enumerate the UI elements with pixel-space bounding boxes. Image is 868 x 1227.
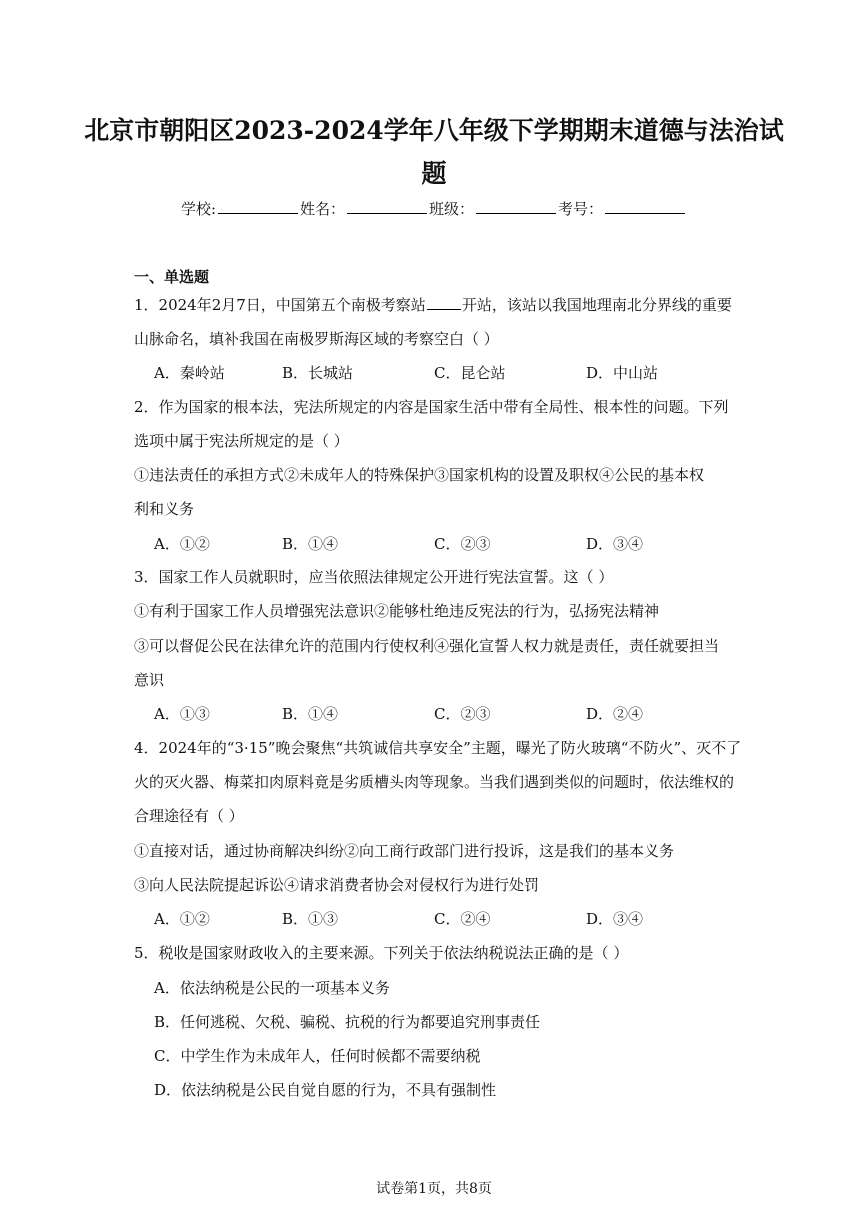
page-title-continued: 题 [421, 159, 447, 188]
question-3-line-1: 3．国家工作人员就职时，应当依照法律规定公开进行宪法宣誓。这（ ） [134, 568, 614, 586]
option-b: B．①③ [282, 910, 339, 928]
option-d: D．③④ [586, 910, 644, 928]
option-c: C．②③ [434, 535, 491, 553]
question-4-line-4: ①直接对话，通过协商解决纠纷②向工商行政部门进行投诉，这是我们的基本义务 [134, 842, 675, 860]
option-a: A．依法纳税是公民的一项基本义务 [154, 979, 390, 997]
page-footer: 试卷第1页，共8页 [376, 1181, 492, 1197]
question-2-line-2: 选项中属于宪法所规定的是（ ） [134, 432, 349, 450]
option-b: B．①④ [282, 705, 339, 723]
question-1-text-b: 开站，该站以我国地理南北分界线的重要 [461, 296, 732, 314]
option-c: C．②④ [434, 910, 491, 928]
name-blank [347, 199, 427, 214]
option-a: A．秦岭站 [154, 364, 225, 382]
option-c: C．②③ [434, 705, 491, 723]
option-b: B．任何逃税、欠税、骗税、抗税的行为都要追究刑事责任 [154, 1013, 541, 1031]
section-heading: 一、单选题 [134, 268, 210, 286]
option-d: D．②④ [586, 705, 644, 723]
option-c: C．中学生作为未成年人，任何时候都不需要纳税 [154, 1047, 481, 1065]
class-blank [476, 199, 556, 214]
question-4-line-1: 4．2024年的“3·15”晚会聚焦“共筑诚信共享安全”主题，曝光了防火玻璃“不防火”、灭不了 [134, 739, 742, 757]
option-d: D．中山站 [586, 364, 659, 382]
question-4-line-2: 火的灭火器、梅菜扣肉原料竟是劣质槽头肉等现象。当我们遇到类似的问题时，依法维权的 [134, 773, 735, 791]
question-2-line-4: 利和义务 [134, 500, 195, 518]
option-d: D．依法纳税是公民自觉自愿的行为，不具有强制性 [154, 1081, 497, 1099]
option-b: B．长城站 [282, 364, 354, 382]
question-1-line-2: 山脉命名，填补我国在南极罗斯海区域的考察空白（ ） [134, 330, 499, 348]
class-label: 班级： [429, 200, 475, 218]
question-3-line-4: 意识 [134, 671, 165, 689]
option-c: C．昆仑站 [434, 364, 506, 382]
page-title: 北京市朝阳区2023-2024学年八年级下学期期末道德与法治试 [84, 116, 784, 145]
question-1-line-1 [134, 295, 732, 315]
option-d: D．③④ [586, 535, 644, 553]
option-b: B．①④ [282, 535, 339, 553]
exam-number-blank [605, 199, 685, 214]
question-1-blank [427, 295, 461, 310]
question-4-line-3: 合理途径有（ ） [134, 807, 244, 825]
question-5-line-1: 5．税收是国家财政收入的主要来源。下列关于依法纳税说法正确的是（ ） [134, 944, 629, 962]
student-info-row [0, 199, 868, 219]
exam-number-label: 考号： [558, 200, 604, 218]
option-a: A．①② [154, 535, 210, 553]
school-label: 学校: [180, 200, 216, 218]
option-a: A．①② [154, 910, 210, 928]
school-blank [218, 199, 298, 214]
question-2-line-3: ①违法责任的承担方式②未成年人的特殊保护③国家机构的设置及职权④公民的基本权 [134, 466, 705, 484]
question-1-text-a: 1．2024年2月7日，中国第五个南极考察站 [134, 296, 426, 314]
question-4-line-5: ③向人民法院提起诉讼④请求消费者协会对侵权行为进行处罚 [134, 876, 540, 894]
option-a: A．①③ [154, 705, 210, 723]
question-3-line-2: ①有利于国家工作人员增强宪法意识②能够杜绝违反宪法的行为，弘扬宪法精神 [134, 602, 660, 620]
question-2-line-1: 2．作为国家的根本法，宪法所规定的内容是国家生活中带有全局性、根本性的问题。下列 [134, 398, 729, 416]
name-label: 姓名： [300, 200, 346, 218]
question-3-line-3: ③可以督促公民在法律允许的范围内行使权利④强化宣誓人权力就是责任，责任就要担当 [134, 637, 720, 655]
